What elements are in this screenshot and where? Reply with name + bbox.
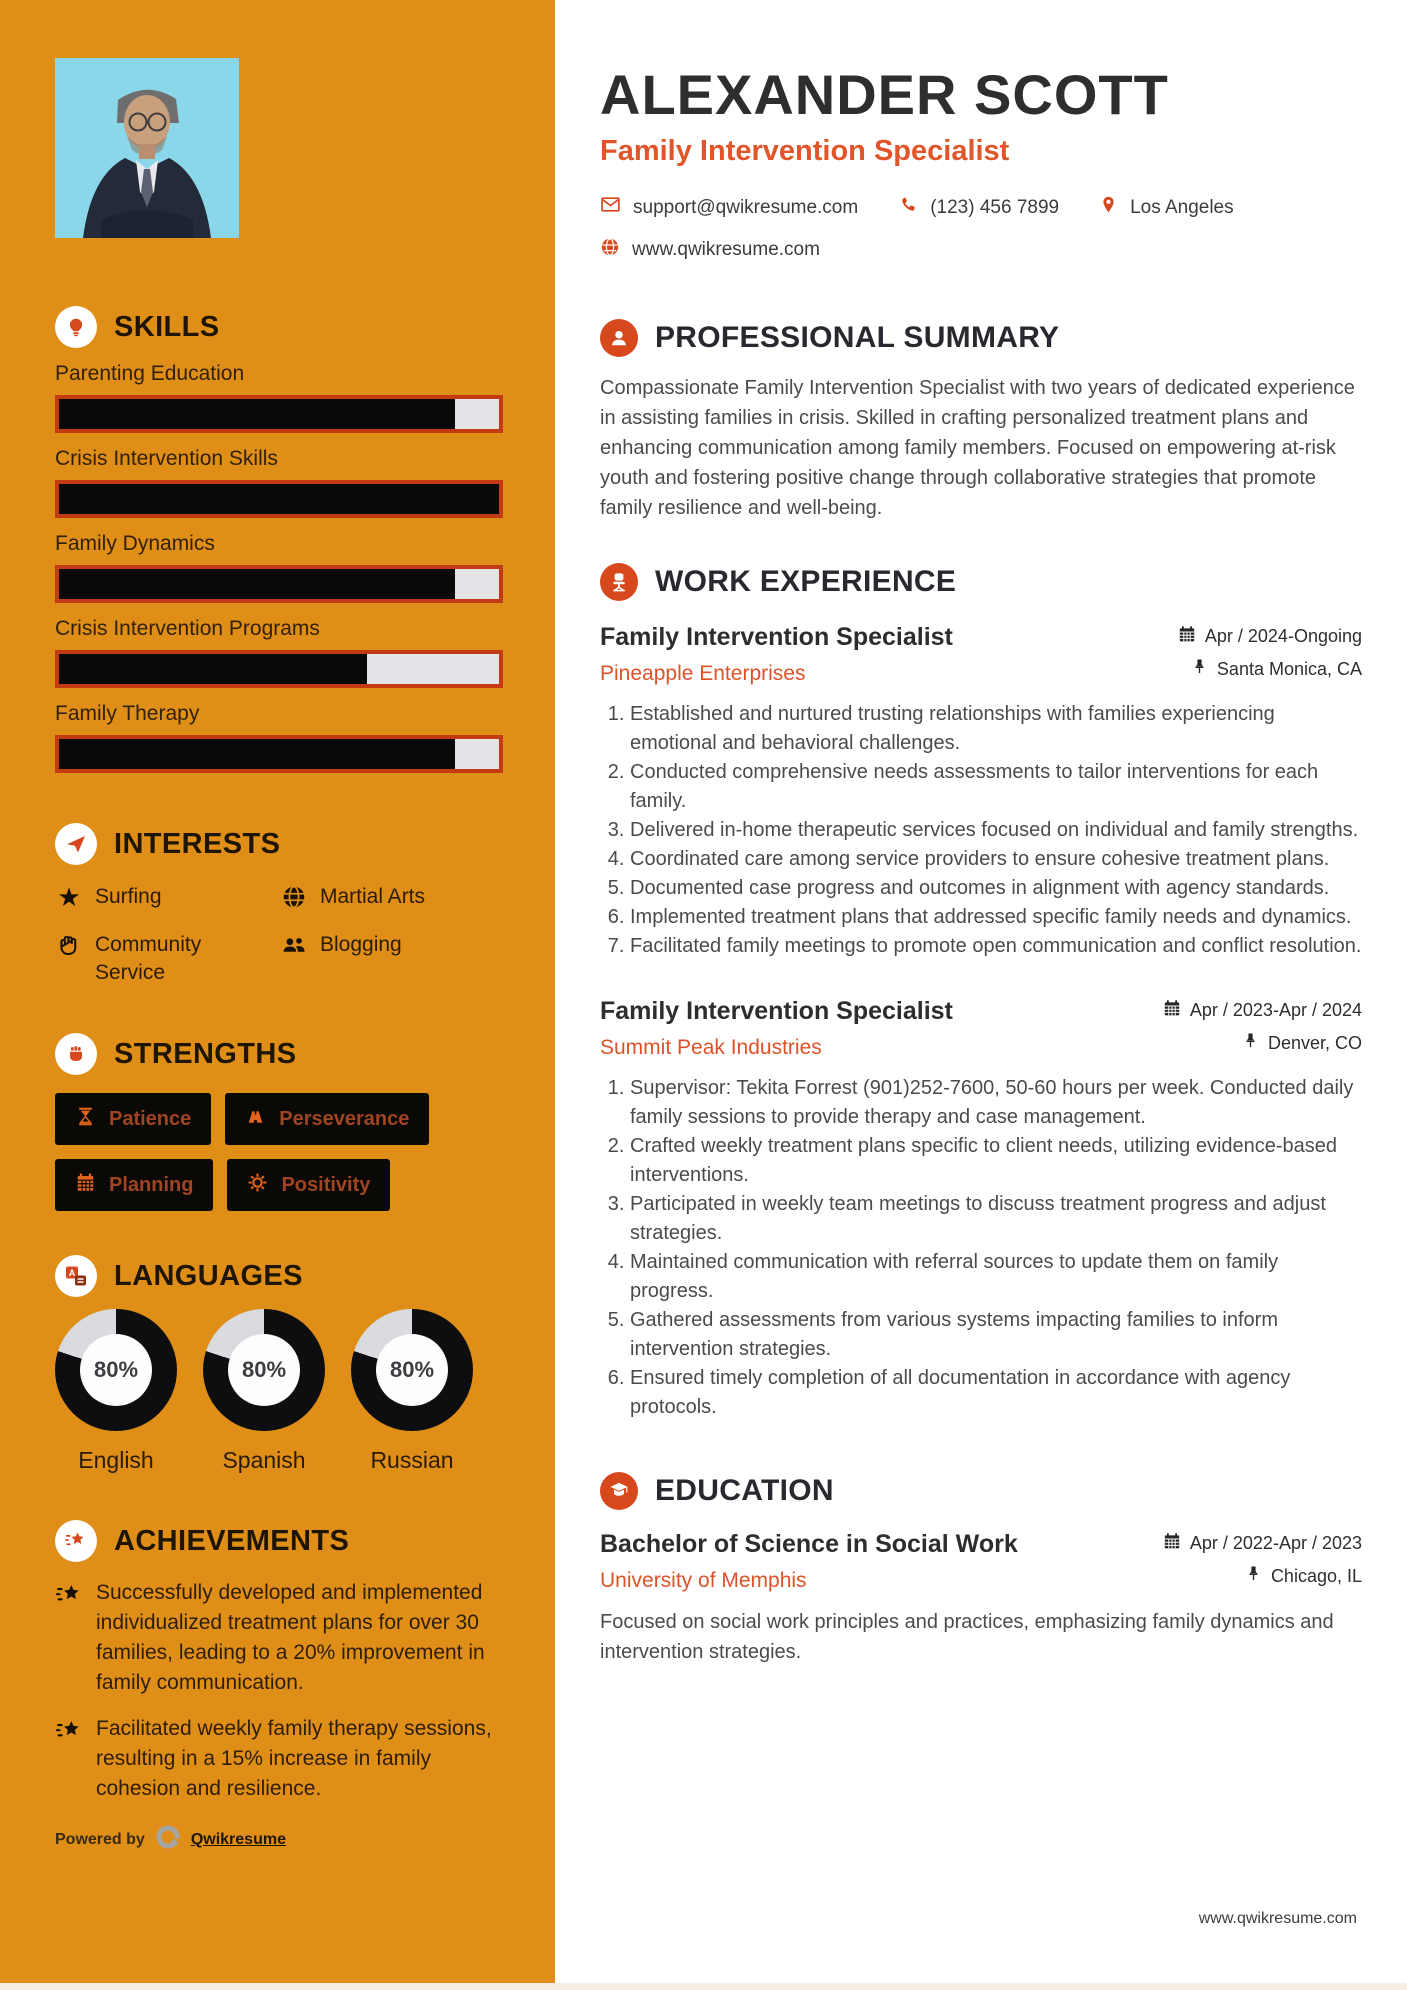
interest-item xyxy=(280,883,503,911)
language-label: Russian xyxy=(370,1447,454,1473)
achievements-list xyxy=(55,1578,503,1804)
language-percent: 80% xyxy=(228,1334,300,1406)
person-name: ALEXANDER SCOTT xyxy=(600,63,1169,126)
strength-label: Patience xyxy=(109,1107,192,1130)
interest-item xyxy=(55,931,280,987)
qwikresume-link[interactable]: Qwikresume xyxy=(190,1830,286,1848)
achievements-header xyxy=(55,1520,503,1562)
skill-bar xyxy=(55,565,503,603)
job-bullet-list xyxy=(600,1074,1362,1422)
job-bullet: 5. Documented case progress and outcomes in alignment with agency standards. xyxy=(630,874,1362,903)
education-header xyxy=(600,1472,1362,1510)
school-name: University of Memphis xyxy=(600,1569,807,1592)
shooting-star-icon xyxy=(55,1581,83,1614)
work-header xyxy=(600,563,1362,601)
skill-bar-fill xyxy=(59,484,499,514)
education-entry-header xyxy=(600,1530,1362,1593)
location-pin-icon xyxy=(1099,195,1118,220)
language-item xyxy=(203,1309,325,1474)
main-content xyxy=(555,0,1407,1990)
qwikresume-logo-icon xyxy=(155,1824,181,1855)
svg-text:A: A xyxy=(68,1268,76,1278)
achievement-text: Facilitated weekly family therapy sessions, resulting in a 15% increase in family cohesion and resilience. xyxy=(96,1717,492,1800)
user-icon xyxy=(600,319,638,357)
interest-label: Martial Arts xyxy=(320,885,426,908)
skills-title: SKILLS xyxy=(114,310,220,343)
skill-item xyxy=(55,362,503,433)
job-bullet: 1. Established and nurtured trusting relationships with families experiencing emotional and behavioral challenges. xyxy=(630,700,1362,758)
education-meta xyxy=(1163,1532,1362,1587)
calendar-icon xyxy=(1178,625,1196,648)
job-company: Summit Peak Industries xyxy=(600,1036,822,1059)
education-location-row xyxy=(1245,1565,1362,1587)
strengths-section xyxy=(55,1033,503,1211)
job-company: Pineapple Enterprises xyxy=(600,662,806,685)
strengths-title: STRENGTHS xyxy=(114,1037,297,1070)
website-link[interactable]: www.qwikresume.com xyxy=(632,239,820,260)
summary-header xyxy=(600,319,1362,357)
job-title-block xyxy=(600,997,953,1060)
achievement-item xyxy=(55,1714,503,1804)
education-entry xyxy=(600,1530,1362,1667)
degree-block xyxy=(600,1530,1018,1593)
website-footer[interactable]: www.qwikresume.com xyxy=(1198,1910,1357,1927)
achievement-item xyxy=(55,1578,503,1698)
lightbulb-icon xyxy=(55,306,97,348)
sidebar-footer xyxy=(55,1824,503,1855)
profile-photo-image xyxy=(55,58,239,238)
email-link[interactable]: support@qwikresume.com xyxy=(633,196,859,218)
interest-label: Blogging xyxy=(320,933,402,956)
skill-bar-fill xyxy=(59,654,367,684)
sidebar xyxy=(0,0,555,1990)
location-item xyxy=(1099,195,1234,220)
job-location-row xyxy=(1191,658,1362,680)
interests-header xyxy=(55,823,503,865)
job-bullet: 5. Gathered assessments from various systems impacting families to inform intervention strategies. xyxy=(630,1306,1362,1364)
interest-item xyxy=(280,931,503,987)
skill-bar-fill xyxy=(59,739,455,769)
strength-label: Planning xyxy=(109,1173,194,1196)
interest-item xyxy=(55,883,280,911)
job-location-row xyxy=(1242,1032,1362,1054)
contact-row xyxy=(600,194,1362,221)
job-bullet-list xyxy=(600,700,1362,961)
powered-by-label: Powered by xyxy=(55,1830,145,1848)
education-dates: Apr / 2022-Apr / 2023 xyxy=(1189,1533,1362,1553)
education-location: Chicago, IL xyxy=(1270,1565,1362,1586)
skill-item xyxy=(55,447,503,518)
languages-section xyxy=(55,1255,503,1474)
language-label: English xyxy=(78,1447,154,1473)
shooting-star-icon xyxy=(55,1717,83,1750)
language-item xyxy=(351,1309,473,1474)
profile-photo xyxy=(55,58,239,238)
users-icon xyxy=(280,931,308,959)
job-dates: Apr / 2023-Apr / 2024 xyxy=(1189,1000,1362,1020)
job-dates-row xyxy=(1163,999,1362,1022)
hourglass-icon xyxy=(75,1106,96,1132)
interests-section xyxy=(55,823,503,987)
strength-label: Positivity xyxy=(281,1173,371,1196)
job-title-block xyxy=(600,623,953,686)
strength-badge xyxy=(227,1159,390,1211)
language-item xyxy=(55,1309,177,1474)
skill-bar-fill xyxy=(59,399,455,429)
globe-icon xyxy=(280,883,308,911)
fist-icon xyxy=(55,1033,97,1075)
skill-bar xyxy=(55,395,503,433)
strength-label: Perseverance xyxy=(279,1107,410,1130)
job-meta xyxy=(1163,999,1362,1054)
job-bullet: 6. Implemented treatment plans that addressed specific family needs and dynamics. xyxy=(630,903,1362,932)
achievements-title: ACHIEVEMENTS xyxy=(114,1524,350,1557)
interest-label: Community Service xyxy=(95,933,202,984)
achievement-text: Successfully developed and implemented individualized treatment plans for over 30 families, leading to a 20% improvement in family communication. xyxy=(96,1581,485,1694)
skill-item xyxy=(55,617,503,688)
skill-item xyxy=(55,532,503,603)
work-title: WORK EXPERIENCE xyxy=(655,565,957,598)
location-text: Los Angeles xyxy=(1130,196,1234,218)
job-title: Family Intervention Specialist xyxy=(600,997,953,1025)
job-location: Santa Monica, CA xyxy=(1216,658,1362,679)
language-percent: 80% xyxy=(80,1334,152,1406)
skill-bar xyxy=(55,735,503,773)
phone-item xyxy=(898,195,1059,221)
interests-list xyxy=(55,883,503,987)
job-bullet: 7. Facilitated family meetings to promote open communication and conflict resolution. xyxy=(630,932,1362,961)
education-dates-row xyxy=(1163,1532,1362,1555)
skill-label: Family Dynamics xyxy=(55,532,215,555)
job-header xyxy=(600,623,1362,686)
email-item xyxy=(600,194,858,221)
skill-label: Parenting Education xyxy=(55,362,245,385)
skills-section xyxy=(55,306,503,773)
office-chair-icon xyxy=(600,563,638,601)
job-bullet: 4. Coordinated care among service providers to ensure cohesive treatment plans. xyxy=(630,845,1362,874)
calendar-icon xyxy=(1163,999,1181,1022)
envelope-icon xyxy=(600,194,621,221)
skill-label: Crisis Intervention Skills xyxy=(55,447,278,470)
job-bullet: 1. Supervisor: Tekita Forrest (901)252-7600, 50-60 hours per week. Conducted daily family sessions to provide therapy and case management. xyxy=(630,1074,1362,1132)
skill-bar-fill xyxy=(59,569,455,599)
professional-summary-section xyxy=(600,319,1362,523)
language-percent: 80% xyxy=(376,1334,448,1406)
pushpin-icon xyxy=(1191,658,1208,680)
shooting-star-icon xyxy=(55,1520,97,1562)
paper-plane-icon xyxy=(55,823,97,865)
gear-icon xyxy=(247,1172,268,1198)
languages-header xyxy=(55,1255,503,1297)
bottom-strip xyxy=(0,1983,1407,1990)
education-description: Focused on social work principles and practices, emphasizing family dynamics and intervention strategies. xyxy=(600,1611,1334,1663)
calendar-icon xyxy=(1163,1532,1181,1555)
achievements-section xyxy=(55,1520,503,1804)
degree-title: Bachelor of Science in Social Work xyxy=(600,1530,1018,1558)
summary-text: Compassionate Family Intervention Specialist with two years of dedicated experience in assisting families in crisis. Skilled in crafting personalized treatment plans and enhancing communication among family members. Focused on empowering at-risk youth and fostering positive change through collaborative strategies that promote family resilience and well-being. xyxy=(600,377,1355,519)
strength-badge xyxy=(55,1159,213,1211)
job-meta xyxy=(1178,625,1362,680)
skills-header xyxy=(55,306,503,348)
job-title: Family Intervention Specialist xyxy=(600,623,953,651)
skill-bar xyxy=(55,480,503,518)
strengths-list xyxy=(55,1093,503,1211)
skill-label: Crisis Intervention Programs xyxy=(55,617,320,640)
hand-icon xyxy=(55,931,83,959)
graduate-icon xyxy=(600,1472,638,1510)
languages-list xyxy=(55,1309,503,1474)
job-entry xyxy=(600,623,1362,961)
job-dates: Apr / 2024-Ongoing xyxy=(1204,626,1362,646)
job-header xyxy=(600,997,1362,1060)
phone-icon xyxy=(898,195,918,221)
language-label: Spanish xyxy=(222,1447,306,1473)
job-bullet: 2. Conducted comprehensive needs assessments to tailor interventions for each family. xyxy=(630,758,1362,816)
language-donut-chart xyxy=(55,1309,177,1431)
skill-label: Family Therapy xyxy=(55,702,200,725)
strength-badge xyxy=(55,1093,211,1145)
interests-title: INTERESTS xyxy=(114,827,281,860)
interest-label: Surfing xyxy=(95,885,162,908)
language-donut-chart xyxy=(203,1309,325,1431)
translate-icon xyxy=(55,1255,97,1297)
summary-title: PROFESSIONAL SUMMARY xyxy=(655,321,1060,354)
job-entry xyxy=(600,997,1362,1422)
pushpin-icon xyxy=(1245,1565,1262,1587)
pushpin-icon xyxy=(1242,1032,1259,1054)
website-item xyxy=(600,237,820,263)
job-bullet: 4. Maintained communication with referral sources to update them on family progress. xyxy=(630,1248,1362,1306)
job-bullet: 6. Ensured timely completion of all documentation in accordance with agency protocols. xyxy=(630,1364,1362,1422)
languages-title: LANGUAGES xyxy=(114,1259,303,1292)
calendar-icon xyxy=(75,1172,96,1198)
job-location: Denver, CO xyxy=(1267,1032,1362,1053)
website-row xyxy=(600,237,1362,263)
language-donut-chart xyxy=(351,1309,473,1431)
work-experience-section xyxy=(600,563,1362,1422)
job-bullet: 3. Participated in weekly team meetings to discuss treatment progress and adjust strategies. xyxy=(630,1190,1362,1248)
education-section xyxy=(600,1472,1362,1667)
strengths-header xyxy=(55,1033,503,1075)
job-bullet: 3. Delivered in-home therapeutic services focused on individual and family strengths. xyxy=(630,816,1362,845)
globe-web-icon xyxy=(600,237,620,263)
binoculars-icon xyxy=(245,1106,266,1132)
skill-bar xyxy=(55,650,503,688)
person-job-title: Family Intervention Specialist xyxy=(600,135,1010,167)
strength-badge xyxy=(225,1093,429,1145)
skill-item xyxy=(55,702,503,773)
star-icon: ★ xyxy=(57,882,81,912)
job-dates-row xyxy=(1178,625,1362,648)
phone-number: (123) 456 7899 xyxy=(930,196,1060,218)
job-bullet: 2. Crafted weekly treatment plans specific to client needs, utilizing evidence-based interventions. xyxy=(630,1132,1362,1190)
education-title: EDUCATION xyxy=(655,1474,834,1507)
